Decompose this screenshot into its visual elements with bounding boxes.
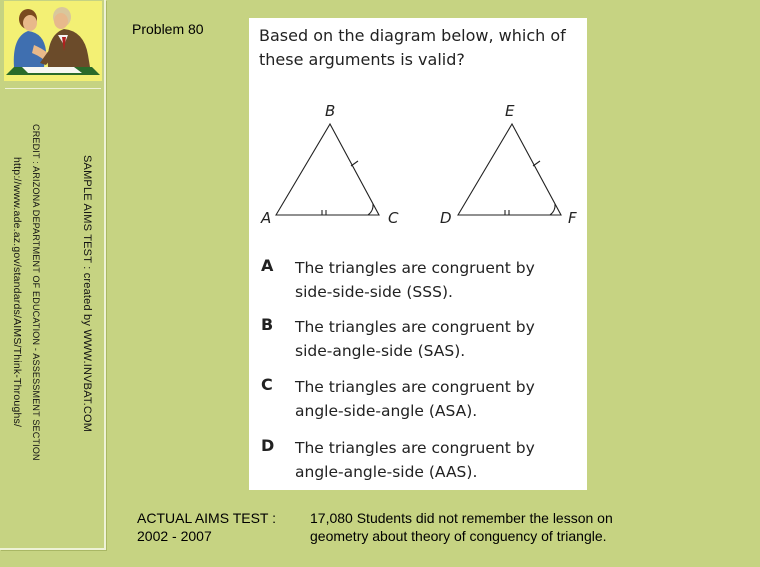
credit-text: CREDIT : ARIZONA DEPARTMENT OF EDUCATION - ASSESSMENT SECTION bbox=[31, 124, 41, 461]
vertex-f-label: F bbox=[568, 209, 577, 227]
vertex-d-label: D bbox=[440, 209, 452, 227]
footer-topic: geometry about theory of conguency of triangle. bbox=[310, 528, 607, 544]
triangle-abc bbox=[276, 124, 379, 215]
question-text: Based on the diagram below, which of these arguments is valid? bbox=[259, 26, 566, 69]
choice-text: The triangles are congruent by angle-side-angle (ASA). bbox=[295, 378, 535, 420]
vertex-a-label: A bbox=[261, 209, 272, 227]
vertex-b-label: B bbox=[325, 102, 336, 120]
choice-letter: C bbox=[261, 375, 273, 394]
choice-letter: D bbox=[261, 436, 275, 455]
source-url: http://www.ade.az.gov/standards/AIMS/Think-Throughs/ bbox=[11, 157, 23, 428]
vertex-e-label: E bbox=[505, 102, 515, 120]
teacher-student-logo bbox=[4, 1, 102, 81]
choice-text: The triangles are congruent by side-side-side (SSS). bbox=[295, 259, 535, 301]
sidebar bbox=[0, 0, 106, 550]
choice-letter: A bbox=[261, 256, 274, 275]
choice-text: The triangles are congruent by angle-angle-side (AAS). bbox=[295, 439, 535, 481]
sample-test-credit: SAMPLE AIMS TEST : created by WWW.INVBAT.COM bbox=[81, 155, 93, 433]
problem-number: Problem 80 bbox=[132, 21, 204, 37]
footer-test-label: ACTUAL AIMS TEST : bbox=[137, 510, 277, 526]
teacher-student-icon bbox=[4, 1, 102, 81]
footer-years: 2002 - 2007 bbox=[137, 528, 212, 544]
choice-letter: B bbox=[261, 315, 274, 334]
triangles-diagram bbox=[249, 100, 587, 240]
question-card bbox=[249, 18, 587, 490]
choice-text: The triangles are congruent by side-angle-side (SAS). bbox=[295, 318, 535, 360]
footer-stat: 17,080 Students did not remember the lesson on bbox=[310, 510, 613, 526]
vertex-c-label: C bbox=[388, 209, 399, 227]
triangle-def bbox=[458, 124, 561, 215]
